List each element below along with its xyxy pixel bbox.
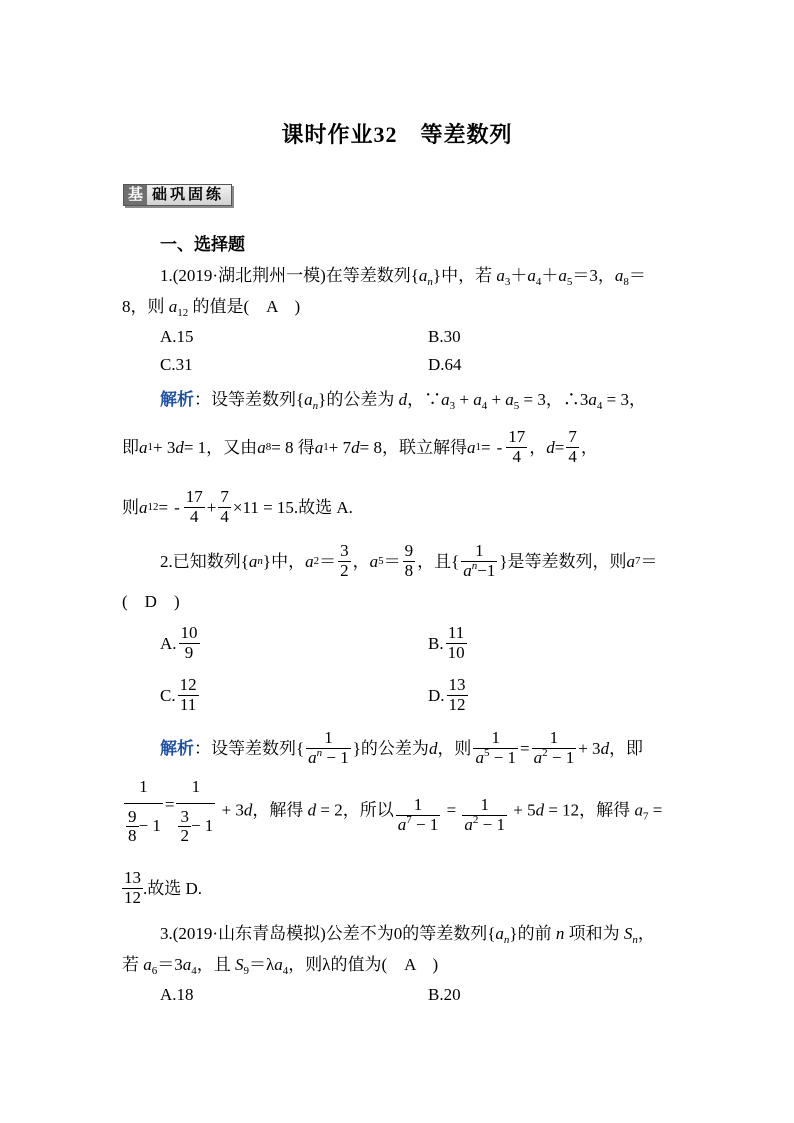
q2-option-d: D. $\frac{13}{12}$ xyxy=(428,674,466,714)
section-heading: 一、选择题 xyxy=(160,235,245,254)
q1-solution-line3: 则 a 12 = - $\frac{17}{4}$ + $\frac{7}{4}$ ×11 = 15.故选 A. xyxy=(122,486,353,526)
q1-option-c: C.31 xyxy=(160,355,193,374)
section-badge xyxy=(123,184,232,206)
q2-option-c: C. $\frac{12}{11}$ xyxy=(160,674,197,714)
q2-solution-line2: 1 $\frac{9}{8}$ − 1 = 1 $\frac{3}{2}$ − 1 + 3d，解得 d = 2，所以 $\frac{1}{a^7 - 1}$ = $\frac{1}{a^2 - 1}$ + 5d = 12，解得 $a_7$ = xyxy=(122,778,662,848)
badge-first-char: 基 xyxy=(124,185,147,205)
q3-line2: 若 $a_6=3a_4$，且 $S_9=\lambda a_4$，则λ的值为( A ) xyxy=(122,955,439,977)
q2-option-a: A. $\frac{10}{9}$ xyxy=(160,622,198,662)
q3-line1: 3.(2019·山东青岛模拟)公差不为0的等差数列$\{a_n\}$的前 n 项和为 $S_n$， xyxy=(160,924,655,946)
page-title: 课时作业32 等差数列 xyxy=(281,122,513,147)
q1-option-b: B.30 xyxy=(428,327,461,346)
q1-solution-line2: 即 a 1 + 3 d = 1，又由 a 8 = 8 得 a 1 + 7 d = 8，联立解得 a 1 = - $\frac{17}{4}$ ， d = $\frac{7}{4}$ ， xyxy=(122,426,598,466)
q3-option-a: A.18 xyxy=(160,985,194,1004)
q2-analysis-label: 解析 xyxy=(160,738,194,758)
badge-rest: 础巩固练 xyxy=(152,186,225,203)
q3-option-b: B.20 xyxy=(428,985,461,1004)
q1-analysis-label: 解析 xyxy=(160,390,194,409)
q2-solution-line1: 解析 ：设等差数列{ $\frac{1}{a^n - 1}$ }的公差为 d ，则 $\frac{1}{a^5 - 1}$ = $\frac{1}{a^2 - 1}$ + 3 d ，即 xyxy=(160,727,644,767)
q1-line1: 1.(2019·湖北荆州一模)在等差数列$\{a_n\}$中，若 $a_3+a_4+a_5=3$，$a_8=$ xyxy=(160,266,646,288)
q2-line1: 2.已知数列{ a n }中， a 2 ＝ $\frac{3}{2}$ ， a 5 ＝ $\frac{9}{8}$ ，且{ $\frac{1}{a^n-1}$ }是等差数列，则 a 7 ＝ xyxy=(160,540,658,580)
q2-line2: ( D ) xyxy=(122,592,180,611)
q1-option-a: A.15 xyxy=(160,327,194,346)
q1-line2: 8，则 $a_{12}$ 的值是( A ) xyxy=(122,297,301,319)
q2-solution-line3: $\frac{13}{12}$ .故选 D. xyxy=(124,867,203,907)
q1-solution-line1: 解析：设等差数列$\{a_n\}$的公差为 d，$\because a_3 + a_4 + a_5 = 3$，$\therefore 3a_4 = 3$， xyxy=(160,390,646,412)
q2-option-b: B. $\frac{11}{10}$ xyxy=(428,622,465,662)
q1-option-d: D.64 xyxy=(428,355,462,374)
